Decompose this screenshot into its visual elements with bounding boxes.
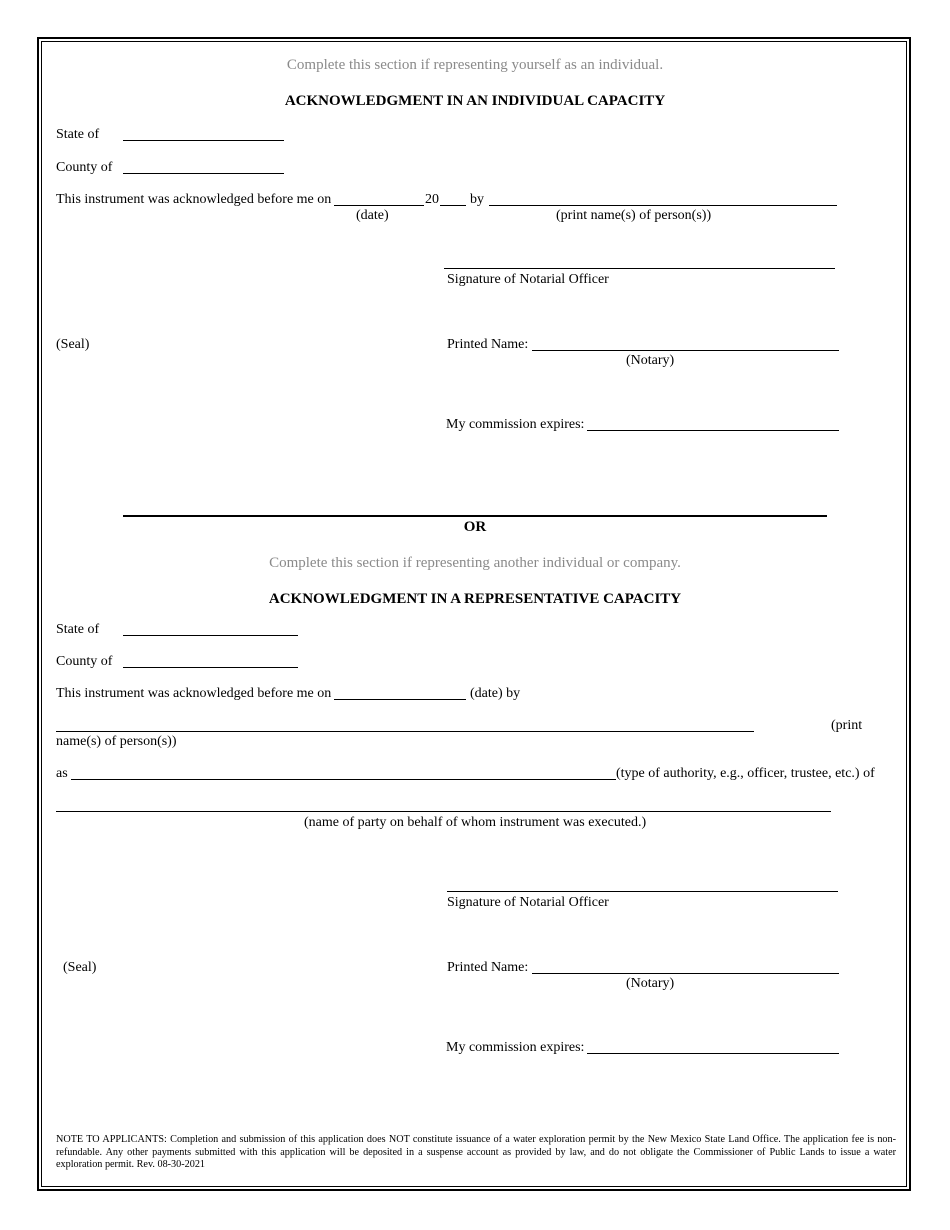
representative-party-field[interactable]	[56, 811, 831, 812]
representative-commission-label: My commission expires:	[446, 1040, 585, 1055]
individual-name-caption: (print name(s) of person(s))	[556, 208, 712, 223]
representative-notary-caption: (Notary)	[626, 976, 675, 991]
individual-county-field[interactable]	[123, 173, 284, 174]
representative-person-name-field[interactable]	[56, 731, 754, 732]
representative-print-label: (print	[831, 718, 863, 733]
representative-party-caption: (name of party on behalf of whom instrument was executed.)	[304, 815, 647, 830]
individual-state-label: State of	[56, 127, 100, 142]
representative-printed-name-field[interactable]	[532, 973, 839, 974]
individual-year-prefix: 20	[425, 192, 439, 207]
individual-printed-name-label: Printed Name:	[447, 337, 529, 352]
individual-person-name-field[interactable]	[489, 205, 837, 206]
individual-printed-name-field[interactable]	[532, 350, 839, 351]
individual-date-caption: (date)	[356, 208, 389, 223]
representative-commission-field[interactable]	[587, 1053, 839, 1054]
representative-authority-caption: (type of authority, e.g., officer, trustee, etc.) of	[616, 766, 875, 781]
representative-state-label: State of	[56, 622, 100, 637]
individual-by-label: by	[470, 192, 484, 207]
individual-county-label: County of	[56, 160, 113, 175]
individual-commission-label: My commission expires:	[446, 417, 585, 432]
representative-heading: ACKNOWLEDGMENT IN A REPRESENTATIVE CAPACITY	[268, 591, 682, 607]
representative-date-by-label: (date) by	[470, 686, 521, 701]
or-label: OR	[463, 519, 487, 535]
representative-signature-line[interactable]	[447, 891, 838, 892]
individual-signature-line[interactable]	[444, 268, 835, 269]
representative-date-field[interactable]	[334, 699, 466, 700]
individual-seal-label: (Seal)	[56, 337, 90, 352]
representative-seal-label: (Seal)	[63, 960, 97, 975]
individual-commission-field[interactable]	[587, 430, 839, 431]
individual-notary-caption: (Notary)	[626, 353, 675, 368]
individual-signature-caption: Signature of Notarial Officer	[447, 272, 609, 287]
individual-year-field[interactable]	[440, 205, 466, 206]
representative-ack-prefix: This instrument was acknowledged before me on	[56, 686, 332, 701]
representative-as-label: as	[56, 766, 68, 781]
individual-date-field[interactable]	[334, 205, 424, 206]
representative-state-field[interactable]	[123, 635, 298, 636]
representative-print-label-cont: name(s) of person(s))	[56, 734, 177, 749]
representative-county-field[interactable]	[123, 667, 298, 668]
section-divider	[123, 515, 827, 517]
page-border-inner	[41, 41, 907, 1187]
individual-heading: ACKNOWLEDGMENT IN AN INDIVIDUAL CAPACITY	[284, 93, 666, 109]
applicant-note: NOTE TO APPLICANTS: Completion and submission of this application does NOT constitute issuance of a water exploration permit by the New Mexico State Land Office. The application fee is non-refundable. Any other payments submitted with this application will be deposited in a suspense account as provided by law, and do not obligate the Commissioner of Public Lands to issue a water exploration permit. Rev. 08-30-2021	[56, 1134, 896, 1170]
representative-authority-field[interactable]	[71, 779, 616, 780]
representative-printed-name-label: Printed Name:	[447, 960, 529, 975]
individual-ack-prefix: This instrument was acknowledged before me on	[56, 192, 332, 207]
individual-state-field[interactable]	[123, 140, 284, 141]
representative-instruction: Complete this section if representing another individual or company.	[269, 555, 681, 571]
representative-county-label: County of	[56, 654, 113, 669]
individual-instruction: Complete this section if representing yourself as an individual.	[286, 57, 664, 73]
representative-signature-caption: Signature of Notarial Officer	[447, 895, 609, 910]
